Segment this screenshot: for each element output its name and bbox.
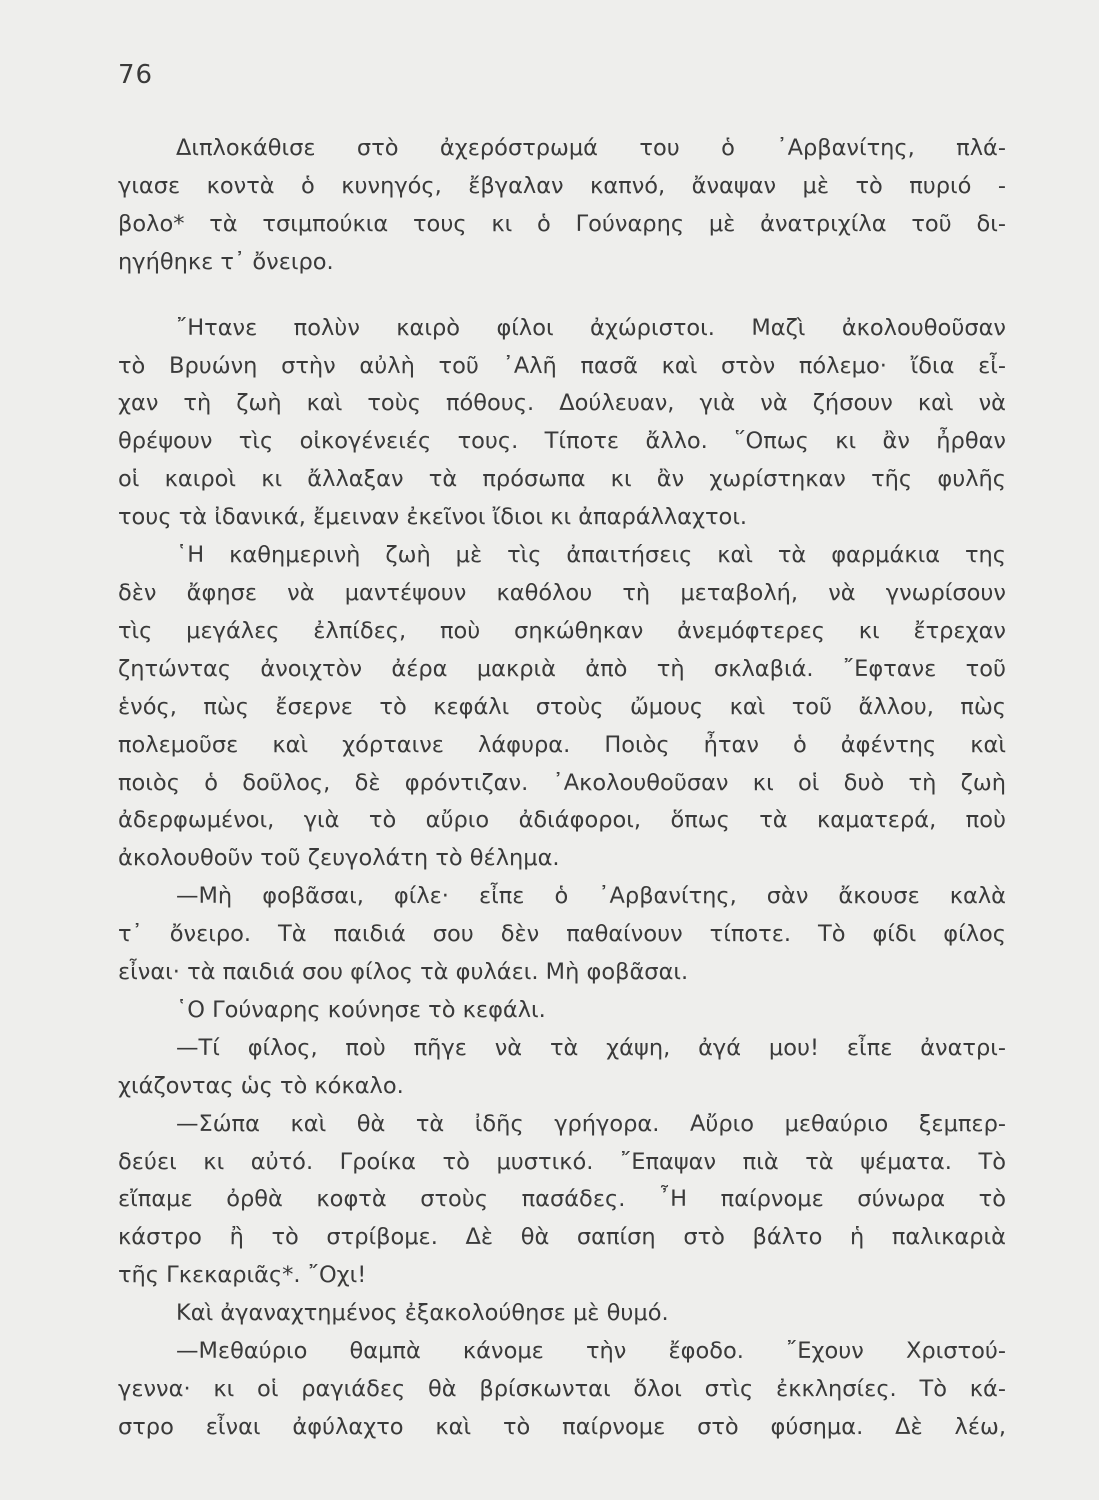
text-line: κάστρο ἢ τὸ στρίβομε. Δὲ θὰ σαπίση στὸ βάλτο ἡ παλικαριὰ <box>118 1224 1006 1251</box>
text-line: ἀκολουθοῦν τοῦ ζευγολάτη τὸ θέλημα. <box>118 845 560 872</box>
text-line: ηγήθηκε τ᾿ ὄνειρο. <box>118 248 334 275</box>
text-line: Διπλοκάθισε στὸ ἀχερόστρωμά του ὁ ᾿Αρβανίτης, πλά- <box>176 135 1006 161</box>
paragraph-gap <box>118 282 1006 310</box>
paragraph-1 <box>118 130 1006 282</box>
text-line: εἴπαμε ὀρθὰ κοφτὰ στοὺς πασάδες. ῏Η παίρνομε σύνωρα τὸ <box>118 1186 1006 1213</box>
paragraph-2 <box>118 310 1006 537</box>
text-line: ῾Ο Γούναρης κούνησε τὸ κεφάλι. <box>176 996 546 1023</box>
text-line: δεύει κι αὐτό. Γροίκα τὸ μυστικό. ῎Επαψαν πιὰ τὰ ψέματα. Τὸ <box>118 1148 1006 1175</box>
paragraph-9 <box>118 1333 1006 1447</box>
text-line: ἀδερφωμένοι, γιὰ τὸ αὔριο ἀδιάφοροι, ὅπως τὰ καματερά, ποὺ <box>118 807 1006 834</box>
text-line: θρέψουν τὶς οἰκογένειές τους. Τίποτε ἄλλο. ῞Οπως κι ἂν ἦρθαν <box>118 428 1006 455</box>
text-line: χιάζοντας ὡς τὸ κόκαλο. <box>118 1072 404 1099</box>
text-line: ἑνός, πὼς ἔσερνε τὸ κεφάλι στοὺς ὤμους καὶ τοῦ ἄλλου, πὼς <box>118 693 1006 720</box>
text-line: —Μεθαύριο θαμπὰ κάνομε τὴν ἔφοδο. ῎Εχουν Χριστού- <box>176 1338 1006 1365</box>
text-line: οἱ καιροὶ κι ἄλλαξαν τὰ πρόσωπα κι ἂν χωρίστηκαν τῆς φυλῆς <box>118 466 1006 493</box>
text-line: βολο* τὰ τσιμπούκια τους κι ὁ Γούναρης μὲ ἀνατριχίλα τοῦ δι- <box>118 210 1006 237</box>
text-line: γεννα· κι οἱ ραγιάδες θὰ βρίσκωνται ὅλοι στὶς ἐκκλησίες. Τὸ κά- <box>118 1376 1006 1402</box>
text-line: ζητώντας ἀνοιχτὸν ἀέρα μακριὰ ἀπὸ τὴ σκλαβιά. ῎Εφτανε τοῦ <box>118 655 1006 682</box>
text-line: εἶναι· τὰ παιδιά σου φίλος τὰ φυλάει. Μὴ φοβᾶσαι. <box>118 959 689 986</box>
text-line: ῎Ητανε πολὺν καιρὸ φίλοι ἀχώριστοι. Μαζὶ ἀκολουθοῦσαν <box>176 314 1006 341</box>
paragraph-8 <box>118 1295 1006 1333</box>
text-line: χαν τὴ ζωὴ καὶ τοὺς πόθους. Δούλευαν, γιὰ νὰ ζήσουν καὶ νὰ <box>118 390 1006 417</box>
text-line: τῆς Γκεκαριᾶς*. ῎Οχι! <box>118 1262 367 1289</box>
text-line: πολεμοῦσε καὶ χόρταινε λάφυρα. Ποιὸς ἦταν ὁ ἀφέντης καὶ <box>118 731 1006 758</box>
text-line: —Μὴ φοβᾶσαι, φίλε· εἶπε ὁ ᾿Αρβανίτης, σὰν ἄκουσε καλὰ <box>176 883 1006 910</box>
text-line: —Σώπα καὶ θὰ τὰ ἰδῆς γρήγορα. Αὔριο μεθαύριο ξεμπερ- <box>176 1110 1006 1137</box>
paragraph-7 <box>118 1106 1006 1296</box>
paragraph-5 <box>118 992 1006 1030</box>
paragraph-3 <box>118 537 1006 878</box>
text-line: τὸ Βρυώνη στὴν αὐλὴ τοῦ ᾿Αλῆ πασᾶ καὶ στὸν πόλεμο· ἴδια εἶ- <box>118 352 1006 379</box>
text-line: —Τί φίλος, ποὺ πῆγε νὰ τὰ χάψη, ἀγά μου! εἶπε ἀνατρι- <box>176 1034 1006 1061</box>
text-line: τους τὰ ἰδανικά, ἔμειναν ἐκεῖνοι ἴδιοι κι ἀπαράλλαχτοι. <box>118 504 748 531</box>
text-line: ῾Η καθημερινὴ ζωὴ μὲ τὶς ἀπαιτήσεις καὶ τὰ φαρμάκια της <box>176 542 1006 569</box>
text-line: τ᾿ ὄνειρο. Τὰ παιδιά σου δὲν παθαίνουν τίποτε. Τὸ φίδι φίλος <box>118 921 1006 948</box>
paragraph-6 <box>118 1030 1006 1106</box>
text-line: ποιὸς ὁ δοῦλος, δὲ φρόντιζαν. ᾿Ακολουθοῦσαν κι οἱ δυὸ τὴ ζωὴ <box>118 769 1006 796</box>
text-line: στρο εἶναι ἀφύλαχτο καὶ τὸ παίρνομε στὸ φύσημα. Δὲ λέω, <box>118 1413 1006 1440</box>
body-text <box>118 130 1006 1447</box>
text-line: γιασε κοντὰ ὁ κυνηγός, ἔβγαλαν καπνό, ἄναψαν μὲ τὸ πυριό - <box>118 172 1006 199</box>
text-line: δὲν ἄφησε νὰ μαντέψουν καθόλου τὴ μεταβολή, νὰ γνωρίσουν <box>118 579 1006 606</box>
text-line: τὶς μεγάλες ἐλπίδες, ποὺ σηκώθηκαν ἀνεμόφτερες κι ἔτρεχαν <box>118 617 1006 644</box>
text-line: Καὶ ἀγαναχτημένος ἐξακολούθησε μὲ θυμό. <box>176 1300 669 1327</box>
paragraph-4 <box>118 878 1006 992</box>
page-number: 76 <box>118 60 154 90</box>
